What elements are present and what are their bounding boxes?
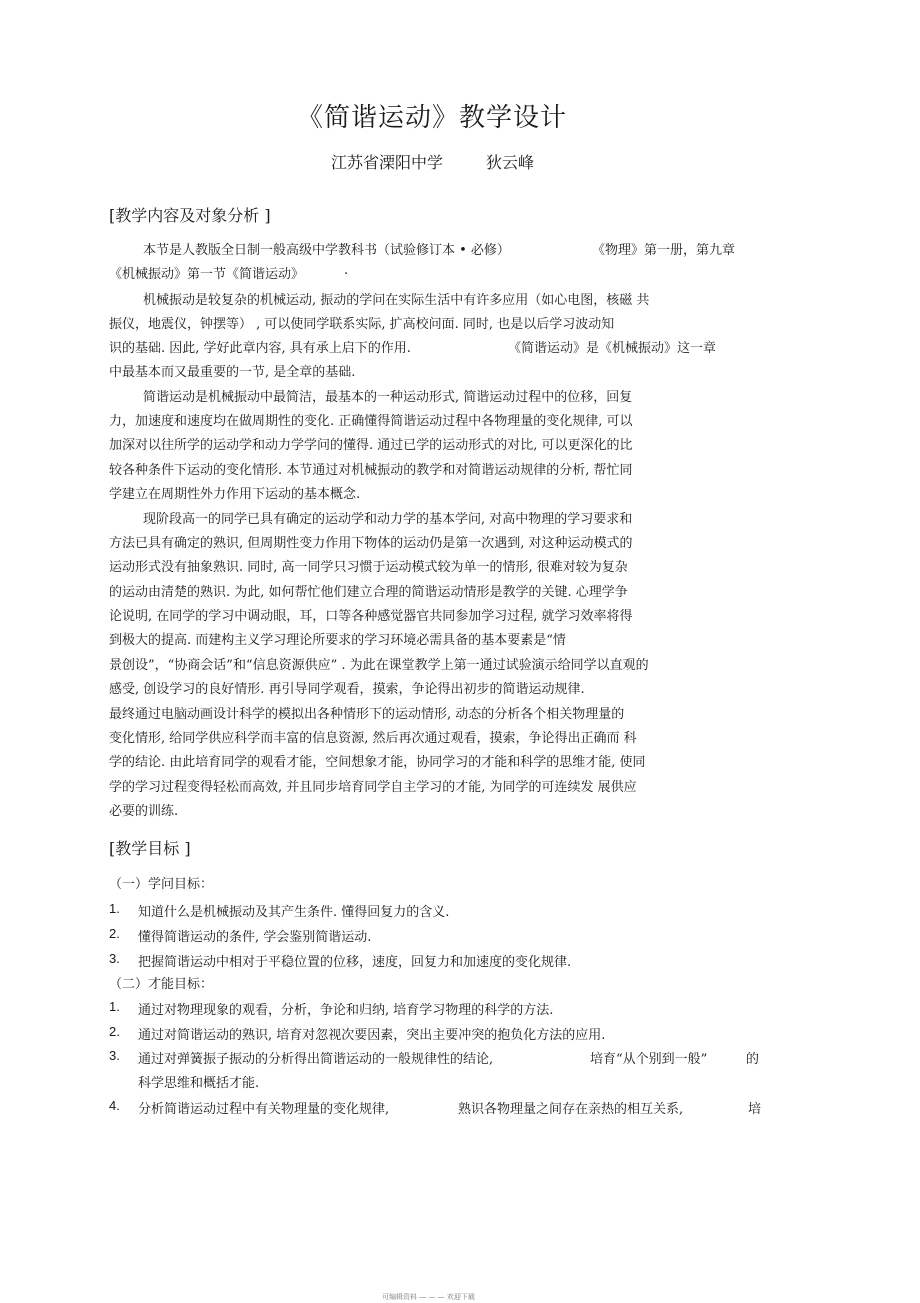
author-name: 狄云峰 (486, 153, 535, 172)
paragraph-line: 到极大的提高. 而建构主义学习理论所要求的学习环境必需具备的基本要素是“情 (109, 633, 566, 648)
list-number: 3. (109, 951, 120, 966)
list-item-part: 培 (748, 1102, 762, 1117)
paragraph-line: 较各种条件下运动的变化情形. 本节通过对机械振动的教学和对简谐运动规律的分析, 帮忙同 (109, 463, 633, 478)
paragraph-line: 力，加速度和速度均在做周期性的变化. 正确懂得简谐运动过程中各物理量的变化规律, 可以 (109, 414, 633, 429)
page-footer: 可编辑资料 — — — 欢迎下载 (382, 1293, 475, 1301)
list-item-part: 熟识各物理量之间存在亲热的相互关系, (458, 1102, 684, 1117)
paragraph-line: 学的学习过程变得轻松而高效, 并且同步培育同学自主学习的才能, 为同学的可连续发 展供应 (109, 780, 637, 795)
list-item-part: 的 (746, 1052, 760, 1067)
list-item: 懂得简谐运动的条件, 学会鉴别简谐运动. (138, 930, 372, 945)
list-item-part: 培育“从个别到一般” (590, 1052, 708, 1067)
author-school: 江苏省溧阳中学 (331, 153, 444, 172)
paragraph-line: 必要的训练. (109, 804, 179, 819)
paragraph-line: 学建立在周期性外力作用下运动的基本概念. (109, 487, 361, 502)
list-item: 知道什么是机械振动及其产生条件. 懂得回复力的含义. (138, 905, 450, 920)
list-item: 分析简谐运动过程中有关物理量的变化规律, (138, 1102, 390, 1117)
ability-goals-title: （二）才能目标： (109, 977, 214, 992)
list-number: 3. (109, 1048, 120, 1063)
list-item: 通过对弹簧振子振动的分析得出简谐运动的一般规律性的结论, (138, 1052, 494, 1067)
paragraph-line: 的运动由清楚的熟识. 为此, 如何帮忙他们建立合理的简谐运动情形是教学的关键. 心理学争 (109, 585, 628, 600)
section-heading-analysis: [教学内容及对象分析 ] (109, 206, 271, 225)
list-number: 1. (109, 901, 120, 916)
paragraph-line: 景创设”，“协商会话”和“信息资源供应” . 为此在课堂教学上第一通过试验演示给同学以直观的 (109, 658, 649, 673)
list-item-part: 科学思维和概括才能. (138, 1076, 260, 1091)
list-number: 2. (109, 1024, 120, 1039)
list-number: 2. (109, 926, 120, 941)
paragraph-line: 振仪，地震仪，钟摆等） , 可以使同学联系实际, 扩高校问面. 同时, 也是以后学习波动知 (109, 317, 615, 332)
paragraph-line: 加深对以往所学的运动学和动力学学问的懂得. 通过已学的运动形式的对比, 可以更深化的比 (109, 438, 633, 453)
paragraph-line: 识的基础. 因此, 学好此章内容, 具有承上启下的作用. (109, 341, 411, 356)
list-item: 通过对物理现象的观看，分析，争论和归纳, 培育学习物理的科学的方法. (138, 1003, 554, 1018)
paragraph-line: 运动形式没有抽象熟识. 同时, 高一同学只习惯于运动模式较为单一的情形, 很难对较为复杂 (109, 560, 628, 575)
paragraph-line: 感受, 创设学习的良好情形. 再引导同学观看，摸索，争论得出初步的简谐运动规律. (109, 682, 585, 697)
list-item: 把握简谐运动中相对于平稳位置的位移，速度，回复力和加速度的变化规律. (138, 955, 572, 970)
paragraph-line: 《物理》第一册，第九章 (592, 243, 736, 258)
list-item: 通过对简谐运动的熟识, 培育对忽视次要因素，突出主要冲突的抱负化方法的应用. (138, 1028, 606, 1043)
paragraph-line: 现阶段高一的同学已具有确定的运动学和动力学的基本学问, 对高中物理的学习要求和 (143, 512, 633, 527)
paragraph-line: 《简谐运动》是《机械振动》这一章 (508, 341, 717, 356)
paragraph-line: 《机械振动》第一节《简谐运动》 (109, 267, 305, 282)
paragraph-line: 方法已具有确定的熟识, 但周期性变力作用下物体的运动仍是第一次遇到, 对这种运动模式的 (109, 536, 633, 551)
knowledge-goals-title: （一）学问目标： (109, 877, 214, 892)
paragraph-line: 变化情形, 给同学供应科学而丰富的信息资源, 然后再次通过观看，摸索，争论得出正确而 科 (109, 731, 637, 746)
section-heading-goals: [教学目标 ] (109, 839, 191, 858)
paragraph-line: 论说明, 在同学的学习中调动眼，耳，口等各种感觉器官共同参加学习过程, 就学习效率将得 (109, 609, 633, 624)
paragraph-line: 简谐运动是机械振动中最简洁，最基本的一种运动形式, 简谐运动过程中的位移，回复 (143, 390, 633, 405)
paragraph-line: 最终通过电脑动画设计科学的模拟出各种情形下的运动情形, 动态的分析各个相关物理量的 (109, 707, 625, 722)
paragraph-line: . (344, 263, 349, 278)
paragraph-line: 中最基本而又最重要的一节, 是全章的基础. (109, 365, 356, 380)
list-number: 1. (109, 999, 120, 1014)
paragraph-line: 学的结论. 由此培育同学的观看才能，空间想象才能，协同学习的才能和科学的思维才能, 使同 (109, 755, 646, 770)
list-number: 4. (109, 1098, 120, 1113)
paragraph-line: 机械振动是较复杂的机械运动, 振动的学问在实际生活中有许多应用（如心电图，核磁 共 (143, 293, 650, 308)
page-title: 《简谐运动》教学设计 (297, 103, 568, 133)
paragraph-line: 本节是人教版全日制一般高级中学教科书（试验修订本 • 必修） (143, 243, 510, 258)
